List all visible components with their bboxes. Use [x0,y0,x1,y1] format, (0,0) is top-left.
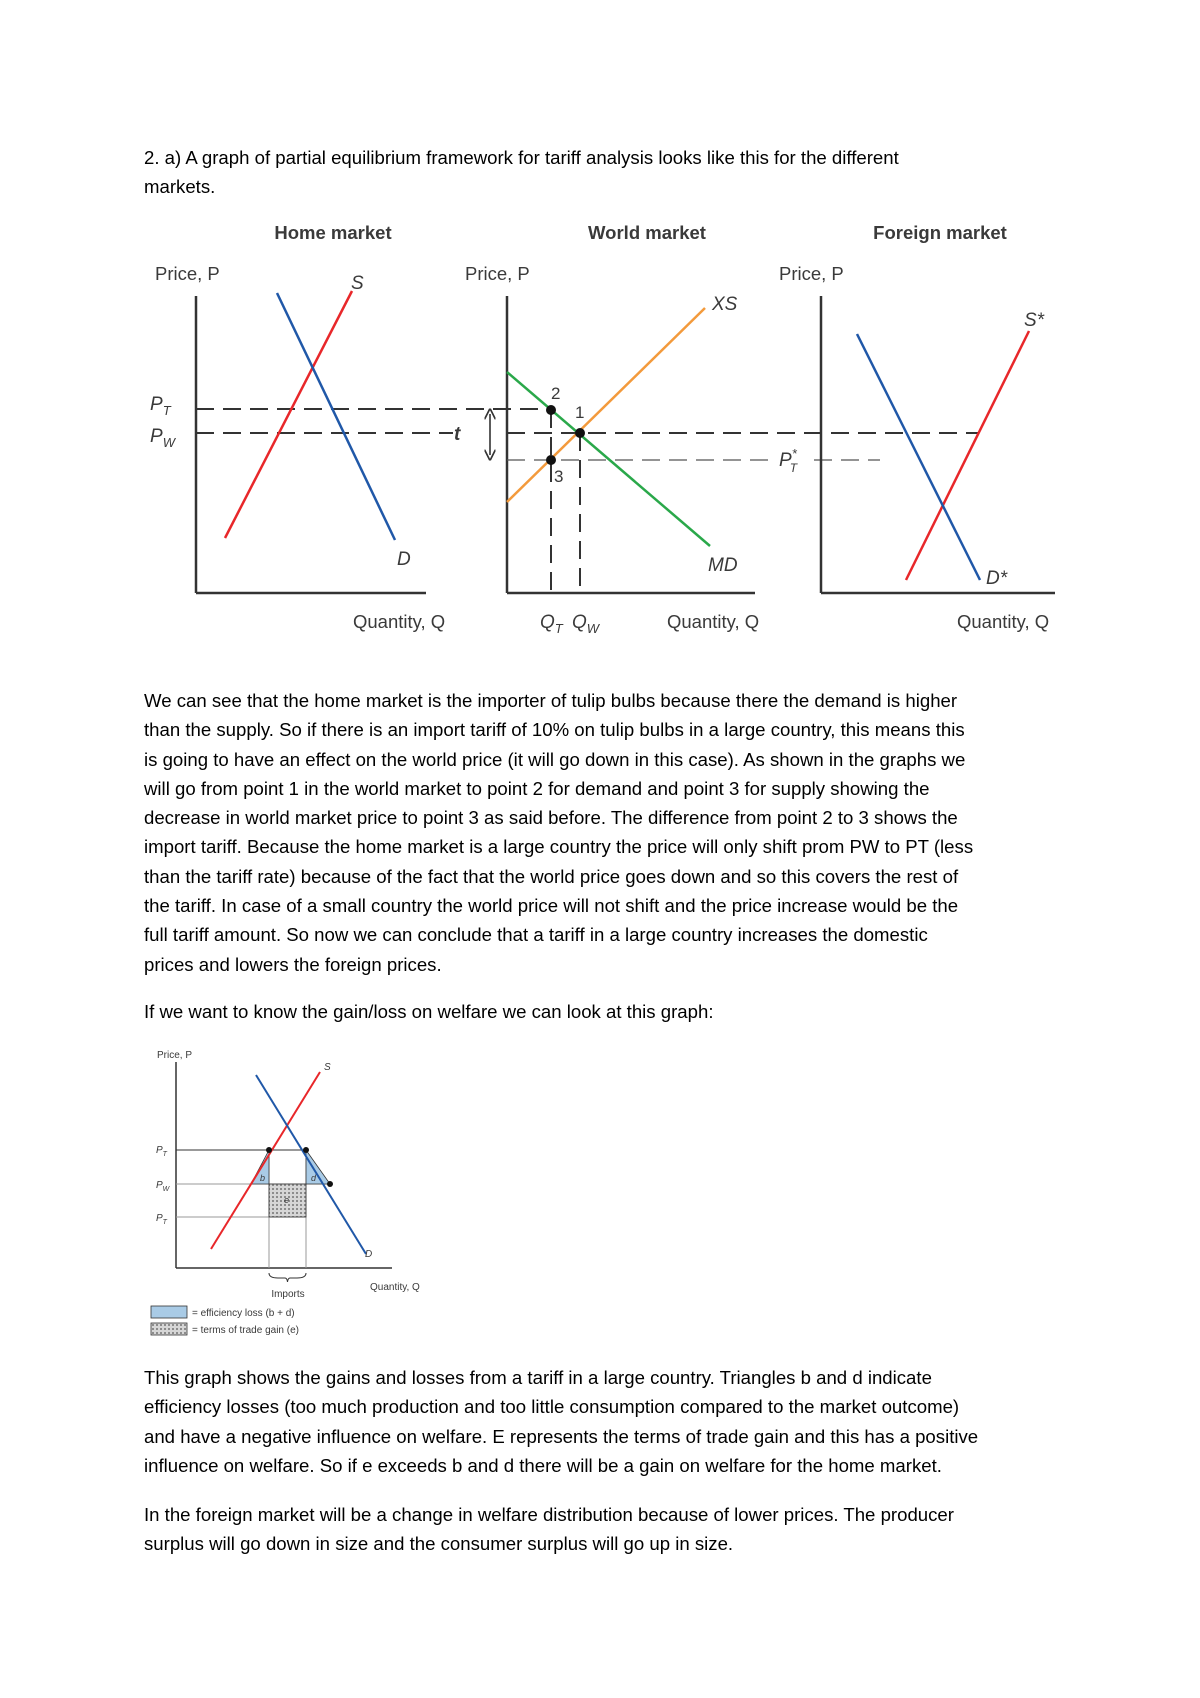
foreign-y-axis-label: Price, P [779,263,844,284]
world-y-axis-label: Price, P [465,263,530,284]
welfare-demand-curve [256,1075,366,1254]
text-line: than the tariff rate) because of the fact that the world price goes down and so this covers the rest of [144,865,959,887]
point-3-marker [546,455,556,465]
foreign-market-panel [779,222,1055,632]
text-line: prices and lowers the foreign prices. [144,953,442,975]
text-line: full tariff amount. So now we can conclude that a tariff in a large country increases the domestic [144,924,928,946]
qt-label: $Q_T$ [540,612,563,636]
text-line: This graph shows the gains and losses from a tariff in a large country. Triangles b and d indicate [144,1367,932,1388]
text-line: than the supply. So if there is an import tariff of 10% on tulip bulbs in a large country, this means this [144,719,965,741]
text-line: If we want to know the gain/loss on welfare we can look at this graph: [144,1001,714,1022]
text-line: surplus will go down in size and the consumer surplus will go up in size. [144,1533,734,1555]
partial-equilibrium-figure [0,0,1200,650]
point-2-marker [546,405,556,415]
terms-of-trade-legend-swatch [151,1323,187,1335]
point-2-label: 2 [551,384,561,403]
text-line: will go from point 1 in the world market to point 2 for demand and point 3 for supply showing the [144,777,930,799]
xs-label: XS [712,294,738,315]
welfare-point-marker [303,1147,309,1153]
welfare-x-axis-label: Quantity, Q [370,1282,420,1293]
point-1-label: 1 [575,403,585,422]
welfare-demand-label: D [365,1249,373,1260]
text-line: the tariff. In case of a small country the world price will not shift and the price increase would be the [144,895,959,917]
tariff-label: t [454,424,461,445]
text-line: We can see that the home market is the importer of tulip bulbs because there the demand is higher [144,690,958,711]
pt-star-label: P* T [779,446,798,475]
welfare-pt-star-label: $P_T$ [156,1213,167,1226]
world-market-title: World market [588,222,706,243]
md-label: MD [708,555,738,576]
home-supply-curve [225,291,352,538]
foreign-demand-curve [857,334,980,580]
point-3-label: 3 [554,467,564,486]
foreign-supply-label: S* [1024,310,1045,331]
world-market-panel [454,222,978,636]
home-demand-curve [277,293,395,540]
welfare-pw-label: $P_W$ [156,1180,170,1193]
home-supply-label: S [351,273,364,294]
home-market-title: Home market [274,222,392,243]
paragraph-welfare-explanation [144,1363,1074,1480]
imports-brace [269,1273,306,1282]
home-pw-label: $P_W$ [150,426,175,450]
home-demand-label: D [397,549,411,570]
home-pt-label: $P_T$ [150,394,171,418]
text-line: and have a negative influence on welfare. E represents the terms of trade gain and this has a positive [144,1425,979,1447]
home-x-axis-label: Quantity, Q [353,611,446,632]
efficiency-loss-legend-swatch [151,1306,187,1318]
foreign-x-axis-label: Quantity, Q [957,611,1050,632]
qw-label: $Q_W$ [572,612,600,636]
welfare-y-axis-label: Price, P [157,1050,193,1061]
text-line: import tariff. Because the home market is a large country the price will only shift prom PW to PT (less [144,836,974,858]
paragraph-welfare-intro [144,997,1074,1026]
md-curve [507,372,710,546]
welfare-pt-label: $P_T$ [156,1145,167,1158]
imports-label: Imports [271,1289,305,1300]
xs-curve [507,308,705,502]
area-b-label: b [260,1173,266,1183]
welfare-figure [140,1042,440,1342]
paragraph-importer-explanation [144,686,1074,979]
welfare-supply-curve [211,1072,320,1249]
foreign-market-title: Foreign market [873,222,1007,243]
welfare-supply-label: S [324,1062,331,1073]
text-line: efficiency losses (too much production and too little consumption compared to the market outcome) [144,1396,960,1418]
text-line: decrease in world market price to point 3 as said before. The difference from point 2 to 3 shows the [144,807,958,829]
foreign-demand-label: D* [986,568,1008,589]
text-line: is going to have an effect on the world price (it will go down in this case). As shown in the graphs we [144,748,966,770]
area-e-label: e [284,1195,290,1205]
welfare-graph [151,1050,420,1336]
welfare-point-marker [327,1181,333,1187]
welfare-point-marker [266,1147,272,1153]
efficiency-loss-legend-text: = efficiency loss (b + d) [192,1308,295,1319]
area-d-label: d [311,1173,317,1183]
paragraph-foreign-market [144,1500,1074,1559]
terms-of-trade-legend-text: = terms of trade gain (e) [192,1325,299,1336]
text-line: In the foreign market will be a change in welfare distribution because of lower prices. The producer [144,1504,954,1525]
foreign-supply-curve [906,331,1029,580]
point-1-marker [575,428,585,438]
world-x-axis-label: Quantity, Q [667,611,760,632]
text-line: influence on welfare. So if e exceeds b and d there will be a gain on welfare for the home market. [144,1454,942,1476]
home-y-axis-label: Price, P [155,263,220,284]
text-line: markets. [144,176,216,198]
area-d-triangle [306,1150,330,1184]
text-line: 2. a) A graph of partial equilibrium framework for tariff analysis looks like this for the different [144,147,899,168]
